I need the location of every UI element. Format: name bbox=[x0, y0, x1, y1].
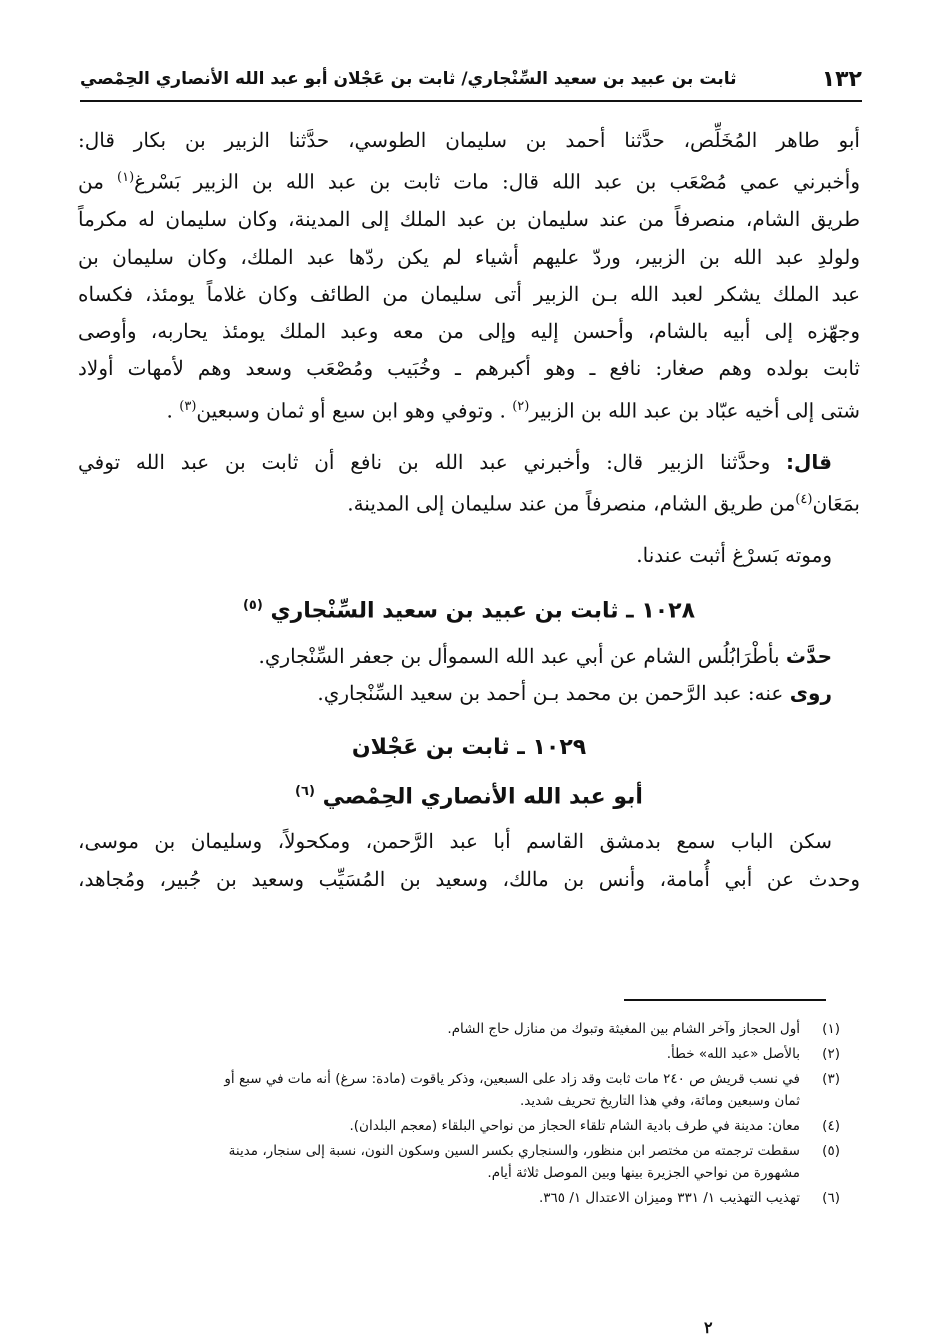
text-line: وجهّزه إلى أبيه بالشام، وأحسن إليه وإلى من معه وعبد الملك يومئذ يحاربه، وأوصى bbox=[78, 319, 860, 344]
footnote-1: (١) أول الحجاز وآخر الشام بين المغيثة وتبوك من منازل حاج الشام. bbox=[447, 1021, 840, 1037]
footnote-2: (٢) بالأصل «عبد الله» خطأ. bbox=[666, 1046, 840, 1062]
text-line: حدَّث بأطْرَابُلُس الشام عن أبي عبد الله السموأل بن جعفر السِّنْجاري. bbox=[258, 643, 832, 668]
footnote-ref-3[interactable]: (٣) bbox=[179, 398, 197, 414]
main-text bbox=[78, 122, 860, 898]
text-line: بمَعَان$^{(٤)}$من طريق الشام، منصرفاً من عند سليمان إلى المدينة. bbox=[347, 491, 860, 516]
paragraph-1 bbox=[78, 122, 860, 430]
footnote-6: (٦) تهذيب التهذيب ١/ ٣٣١ وميزان الاعتدال ١/ ٣٦٥. bbox=[538, 1190, 840, 1206]
footnote-ref-6[interactable]: (٦) bbox=[295, 784, 315, 800]
entry-1029-title: ١٠٢٩ ـ ثابت بن عَجْلان bbox=[351, 735, 587, 761]
text-line: روى عنه: عبد الرَّحمن بن محمد بـن أحمد بن سعيد السِّنْجاري. bbox=[317, 680, 832, 705]
text-line: قال: وحدَّثنا الزبير قال: وأخبرني عبد الله بن نافع أن ثابت بن عبد الله توفي bbox=[78, 449, 832, 474]
text-line: ثابت بولده وهم صغار: نافع ـ وهو أكبرهم ـ وخُبَيب ومُصْعَب وسعد وهم لأمهات أولاد bbox=[78, 356, 860, 381]
footnote-ref-4[interactable]: (٤) bbox=[795, 491, 813, 507]
entry-1029-body bbox=[78, 823, 860, 898]
footnote-4: (٤) معان: مدينة في طرف بادية الشام تلقاء الحجاز من نواحي البلقاء (معجم البلدان). bbox=[349, 1118, 840, 1134]
footnote-5: (٥) سقطت ترجمته من مختصر ابن منظور، والسنجاري بكسر السين وسكون النون، نسبة إلى سنجار، مدينة مشهورة من نواحي الجزيرة بينها وبين الموصل ثلاثة أيام. bbox=[228, 1143, 840, 1181]
text-line: وأخبرني عمي مُصْعَب بن عبد الله قال: مات ثابت بن عبد الله بن الزبير بَسْرغ$^{(١)}$ من bbox=[78, 169, 860, 194]
page-signature-mark: ٢ bbox=[704, 1318, 713, 1337]
footnote-separator bbox=[624, 999, 826, 1001]
entry-1028-body bbox=[78, 638, 860, 713]
text-line: سكن الباب سمع بدمشق القاسم أبا عبد الرَّحمن، ومكحولاً، وسليمان بن موسى، bbox=[78, 829, 832, 854]
running-title: ثابت بن عبيد بن سعيد السِّنْجاري/ ثابت بن عَجْلان أبو عبد الله الأنصاري الحِمْصي bbox=[80, 69, 737, 89]
paragraph-2 bbox=[78, 444, 860, 523]
footnotes bbox=[82, 1018, 840, 1212]
text-line: شتى إلى أخيه عبّاد بن عبد الله بن الزبير$^{(٢)}$ . وتوفي وهو ابن سبع أو ثمان وسبعين$^{(٣)}$ . bbox=[166, 398, 860, 423]
text-line: ولولدِ عبد الله بن الزبير، وردّ عليهم أشياء لم يكن ردّها عبد الملك، وكان سليمان بن bbox=[78, 244, 860, 269]
text-line: عبد الملك يشكر لعبد الله بـن الزبير أتى سليمان من الطائف وكان غلاماً يومئذ، فكساه bbox=[78, 281, 860, 306]
qala-label: قال: bbox=[786, 449, 832, 474]
text-line: أبو طاهر المُخَلِّص، حدَّثنا أحمد بن سليمان الطوسي، حدَّثنا الزبير بن بكار قال: bbox=[78, 128, 860, 152]
text-line: طريق الشام، منصرفاً من عند سليمان بن عبد الملك إلى المدينة، وكان سليمان له مكرماً bbox=[78, 207, 860, 232]
paragraph-3 bbox=[78, 537, 860, 574]
page-number: ١٣٢ bbox=[821, 66, 862, 92]
footnote-ref-2[interactable]: (٢) bbox=[512, 398, 530, 414]
footnote-3: (٣) في نسب قريش ص ٢٤٠ مات ثابت وقد زاد على السبعين، وذكر ياقوت (مادة: سرغ) أنه مات في سبع أو ثمان وسبعين ومائة، وفي هذا التاريخ تحريف شديد. bbox=[224, 1071, 840, 1109]
hadath-label: حدَّث bbox=[785, 643, 832, 668]
footnote-ref-1[interactable]: (١) bbox=[117, 170, 135, 186]
entry-1029-subtitle: أبو عبد الله الأنصاري الحِمْصي $^{(٦)}$ bbox=[295, 784, 643, 810]
rawa-label: روى bbox=[789, 680, 832, 705]
text-line: وموته بَسرْغ أثبت عندنا. bbox=[636, 542, 832, 567]
page-header bbox=[80, 58, 862, 102]
text-line: وحدث عن أبي أُمامة، وأنس بن مالك، وسعيد بن المُسَيِّب وسعيد بن جُبير، ومُجاهد، bbox=[78, 866, 860, 891]
entry-1028-title: ١٠٢٨ ـ ثابت بن عبيد بن سعيد السِّنْجاري $^{(٥)}$ bbox=[242, 598, 696, 624]
footnote-ref-5[interactable]: (٥) bbox=[242, 598, 263, 614]
